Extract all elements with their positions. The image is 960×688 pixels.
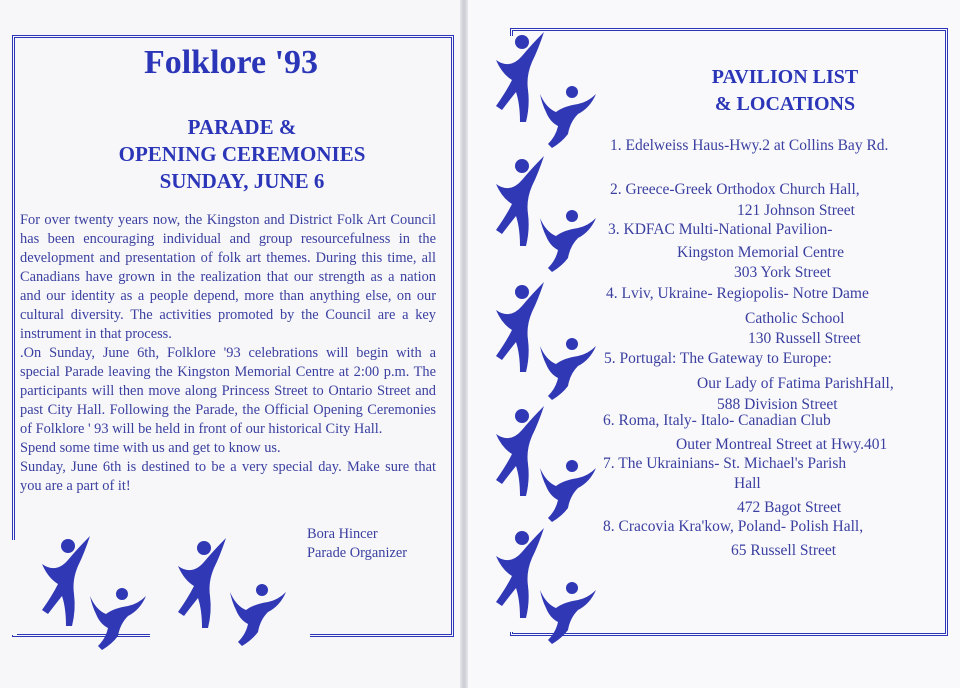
pavilion-entry-3-address: 303 York Street	[734, 264, 831, 281]
pavilion-entry-5-address: 588 Division Street	[717, 396, 838, 413]
body-text	[20, 211, 436, 496]
paragraph: Sunday, June 6th is destined to be a very special day. Make sure that you are a part of it!	[20, 459, 436, 494]
pavilion-entry-8-address: 65 Russell Street	[731, 542, 837, 559]
dancer-figure-icon	[88, 584, 150, 654]
pavilion-entry-4: 4. Lviv, Ukraine- Regiopolis- Notre Dame	[606, 285, 869, 302]
page-gutter	[460, 0, 468, 688]
pavilion-entry-7-address: 472 Bagot Street	[737, 499, 842, 516]
signature-name: Bora Hincer	[307, 526, 378, 542]
dancer-figure-icon	[228, 580, 290, 650]
pavilion-entry-3: 3. KDFAC Multi-National Pavilion-	[608, 221, 833, 238]
heading-line-2: OPENING CEREMONIES	[118, 142, 366, 166]
pavilion-entry-8: 8. Cracovia Kra'kow, Poland- Polish Hall,	[603, 518, 864, 535]
dancer-figure-icon	[538, 578, 600, 648]
pavilion-entry-6-address: Outer Montreal Street at Hwy.401	[676, 436, 888, 453]
pavilion-entry-5-venue: Our Lady of Fatima ParishHall,	[697, 375, 894, 392]
pavilion-entry-5: 5. Portugal: The Gateway to Europe:	[604, 350, 832, 367]
heading-line-3: SUNDAY, JUNE 6	[159, 169, 325, 193]
pavilion-entry-7-venue: Hall	[734, 475, 761, 492]
paragraph: For over twenty years now, the Kingston and District Folk Art Council has been encouraging individual and group resourcefulness in the development and presentation of folk art themes. During this time, all Canadians have grown in the realization that our strength as a nation and our identity as a people depend, more than anything else, on our cultural diversity. The activities promoted by the Council are a key instrument in that process.	[20, 212, 436, 342]
pavilion-entry-4-address: 130 Russell Street	[748, 330, 861, 347]
left-frame-side-gap	[9, 540, 17, 635]
pavilion-entry-2-address: 121 Johnson Street	[737, 202, 855, 219]
dancer-figure-icon	[174, 536, 234, 636]
pavilion-entry-3-venue: Kingston Memorial Centre	[677, 244, 845, 261]
dancer-figure-icon	[538, 206, 600, 276]
pavilion-entry-4-venue: Catholic School	[745, 310, 845, 327]
pavilion-entry-6: 6. Roma, Italy- Italo- Canadian Club	[603, 412, 831, 429]
pavilion-entry-2: 2. Greece-Greek Orthodox Church Hall,	[610, 181, 860, 198]
paragraph: Spend some time with us and get to know us.	[20, 440, 281, 456]
pavilion-entry-1: 1. Edelweiss Haus-Hwy.2 at Collins Bay Rd.	[610, 137, 889, 154]
dancer-figure-icon	[538, 82, 600, 152]
dancer-figure-icon	[538, 334, 600, 404]
page-title: Folklore '93	[143, 44, 319, 81]
pavilion-title-line-2: & LOCATIONS	[714, 93, 856, 115]
pavilion-title-line-1: PAVILION LIST	[711, 66, 859, 88]
pavilion-entry-7: 7. The Ukrainians- St. Michael's Parish	[603, 455, 847, 472]
paragraph: .On Sunday, June 6th, Folklore '93 celebrations will begin with a special Parade leaving the Kingston Memorial Centre at 2:00 p.m. The participants will then move along Princess Street to Ontario Street and past City Hall. Following the Parade, the Official Opening Ceremonies of Folklore ' 93 will be held in front of our historical City Hall.	[20, 345, 436, 437]
dancer-figure-icon	[538, 456, 600, 526]
signature-title: Parade Organizer	[307, 545, 408, 561]
heading-line-1: PARADE &	[187, 115, 297, 139]
